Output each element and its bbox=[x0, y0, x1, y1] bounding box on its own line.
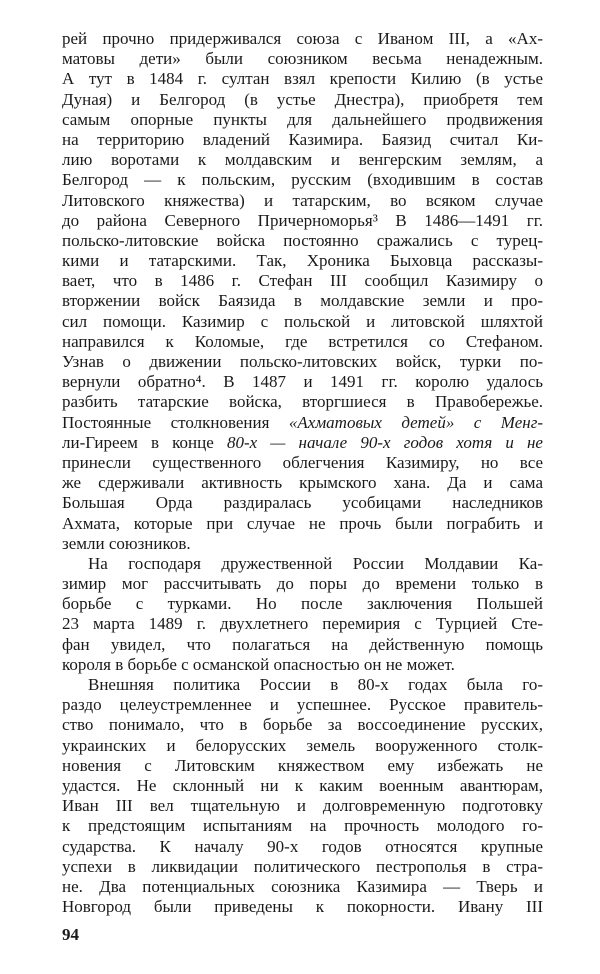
text-segment: самым опорные пункты для дальнейшего продвижения bbox=[62, 109, 543, 129]
text-segment: до района Северного Причерноморья³ В 1486—1491 гг. bbox=[62, 210, 543, 230]
text-segment: Литовского княжества) и татарским, во всяком случае bbox=[62, 190, 543, 210]
text-line bbox=[62, 372, 543, 392]
text-line bbox=[62, 90, 543, 110]
text-segment: сударства. К началу 90-х годов относятся крупные bbox=[62, 836, 543, 856]
text-line bbox=[62, 554, 543, 574]
text-segment: На господаря дружественной России Молдавии Ка- bbox=[88, 553, 543, 573]
text-segment: ство понимало, что в борьбе за воссоединение русских, bbox=[62, 715, 543, 735]
text-line bbox=[62, 675, 543, 695]
text-segment: Белгород — к польским, русским (входившим в состав bbox=[62, 170, 543, 190]
italic-text: 80-х — начале 90-х годов хотя и не bbox=[226, 432, 543, 452]
text-line bbox=[62, 170, 543, 190]
text-line bbox=[62, 594, 543, 614]
text-line bbox=[62, 130, 543, 150]
text-line bbox=[62, 574, 543, 594]
text-segment: 23 марта 1489 г. двухлетнего перемирия с Турцией Сте- bbox=[62, 614, 543, 634]
text-line bbox=[62, 897, 543, 917]
text-line bbox=[62, 29, 543, 49]
text-segment: принесли существенного облегчения Казимиру, но все bbox=[62, 452, 543, 472]
text-line bbox=[62, 231, 543, 251]
text-line bbox=[62, 857, 543, 877]
text-segment: Внешняя политика России в 80-х годах была го- bbox=[88, 675, 543, 694]
text-line bbox=[62, 433, 543, 453]
text-line bbox=[62, 837, 543, 857]
text-segment: успехи в ликвидации политического пестрополья в стра- bbox=[62, 856, 543, 876]
text-line bbox=[62, 877, 543, 897]
text-segment: Большая Орда раздиралась усобицами наследников bbox=[62, 493, 543, 513]
text-segment: рей прочно придерживался союза с Иваном III, а «Ах- bbox=[62, 29, 543, 48]
text-line bbox=[62, 332, 543, 352]
text-line bbox=[62, 110, 543, 130]
text-line bbox=[62, 534, 543, 554]
page-number: 94 bbox=[62, 925, 79, 945]
text-line bbox=[62, 392, 543, 412]
text-line bbox=[62, 614, 543, 634]
text-line bbox=[62, 736, 543, 756]
text-segment: разбить татарские войска, вторгшиеся в Правобережье. bbox=[62, 392, 543, 412]
text-line bbox=[62, 453, 543, 473]
text-segment: не. Два потенциальных союзника Казимира — Тверь и bbox=[62, 876, 543, 896]
text-line bbox=[62, 776, 543, 796]
text-line bbox=[62, 655, 543, 675]
text-line bbox=[62, 796, 543, 816]
text-segment: короля в борьбе с османской опасностью он не может. bbox=[62, 654, 455, 674]
text-line bbox=[62, 493, 543, 513]
text-line bbox=[62, 816, 543, 836]
italic-text: «Ахматовых детей» с Менг- bbox=[288, 412, 543, 432]
text-segment: зимир мог рассчитывать до поры до времени только в bbox=[62, 574, 543, 594]
text-line bbox=[62, 514, 543, 534]
text-segment: фан увидел, что полагаться на действенную помощь bbox=[62, 634, 543, 654]
text-segment: Постоянные столкновения bbox=[62, 412, 289, 432]
text-line bbox=[62, 312, 543, 332]
text-segment: Иван III вел тщательную и долговременную подготовку bbox=[62, 796, 543, 816]
text-line bbox=[62, 291, 543, 311]
text-line bbox=[62, 715, 543, 735]
body-text bbox=[62, 29, 543, 917]
text-segment: Новгород были приведены к покорности. Ивану III bbox=[62, 897, 543, 917]
text-segment: к предстоящим испытаниям на прочность молодого го- bbox=[62, 816, 543, 836]
text-line bbox=[62, 352, 543, 372]
text-segment: сил помощи. Казимир с польской и литовской шляхтой bbox=[62, 311, 543, 331]
text-segment: Дуная) и Белгород (в устье Днестра), приобретя тем bbox=[62, 89, 543, 109]
text-segment: Ахмата, которые при случае не прочь были пограбить и bbox=[62, 513, 543, 533]
text-line bbox=[62, 695, 543, 715]
text-segment: вает, что в 1486 г. Стефан III сообщил Казимиру о bbox=[62, 271, 543, 291]
text-segment: украинских и белорусских земель вооруженного столк- bbox=[62, 735, 543, 755]
text-segment: земли союзников. bbox=[62, 533, 191, 553]
text-segment: удастся. Не склонный ни к каким военным авантюрам, bbox=[62, 775, 543, 795]
text-segment: новения с Литовским княжеством ему избежать не bbox=[62, 755, 543, 775]
text-line bbox=[62, 69, 543, 89]
text-line bbox=[62, 191, 543, 211]
text-segment: вернули обратно⁴. В 1487 и 1491 гг. королю удалось bbox=[62, 372, 543, 392]
text-line bbox=[62, 271, 543, 291]
text-line bbox=[62, 49, 543, 69]
text-segment: вторжении войск Баязида в молдавские земли и про- bbox=[62, 291, 543, 311]
text-segment: лию воротами к молдавским и венгерским землям, а bbox=[62, 150, 543, 170]
text-segment: ли-Гиреем в конце bbox=[62, 432, 227, 452]
text-segment: Узнав о движении польско-литовских войск, турки по- bbox=[62, 352, 543, 371]
text-line bbox=[62, 635, 543, 655]
text-line bbox=[62, 473, 543, 493]
text-line bbox=[62, 756, 543, 776]
text-line bbox=[62, 413, 543, 433]
text-segment: А тут в 1484 г. султан взял крепости Килию (в устье bbox=[62, 69, 543, 89]
page-content bbox=[62, 29, 543, 945]
text-line bbox=[62, 150, 543, 170]
text-line bbox=[62, 251, 543, 271]
text-segment: раздо целеустремленнее и успешнее. Русское правитель- bbox=[62, 695, 543, 715]
text-segment: направился к Коломые, где встретился со Стефаном. bbox=[62, 331, 543, 351]
text-segment: же сдерживали активность крымского хана. Да и сама bbox=[62, 473, 543, 493]
text-segment: польско-литовские войска постоянно сражались с турец- bbox=[62, 230, 543, 250]
text-segment: борьбе с турками. Но после заключения Польшей bbox=[62, 594, 543, 614]
text-segment: на территорию владений Казимира. Баязид считал Ки- bbox=[62, 129, 543, 149]
text-line bbox=[62, 211, 543, 231]
text-segment: кими и татарскими. Так, Хроника Быховца рассказы- bbox=[62, 251, 543, 271]
text-segment: матовы дети» были союзником весьма ненадежным. bbox=[62, 49, 543, 69]
